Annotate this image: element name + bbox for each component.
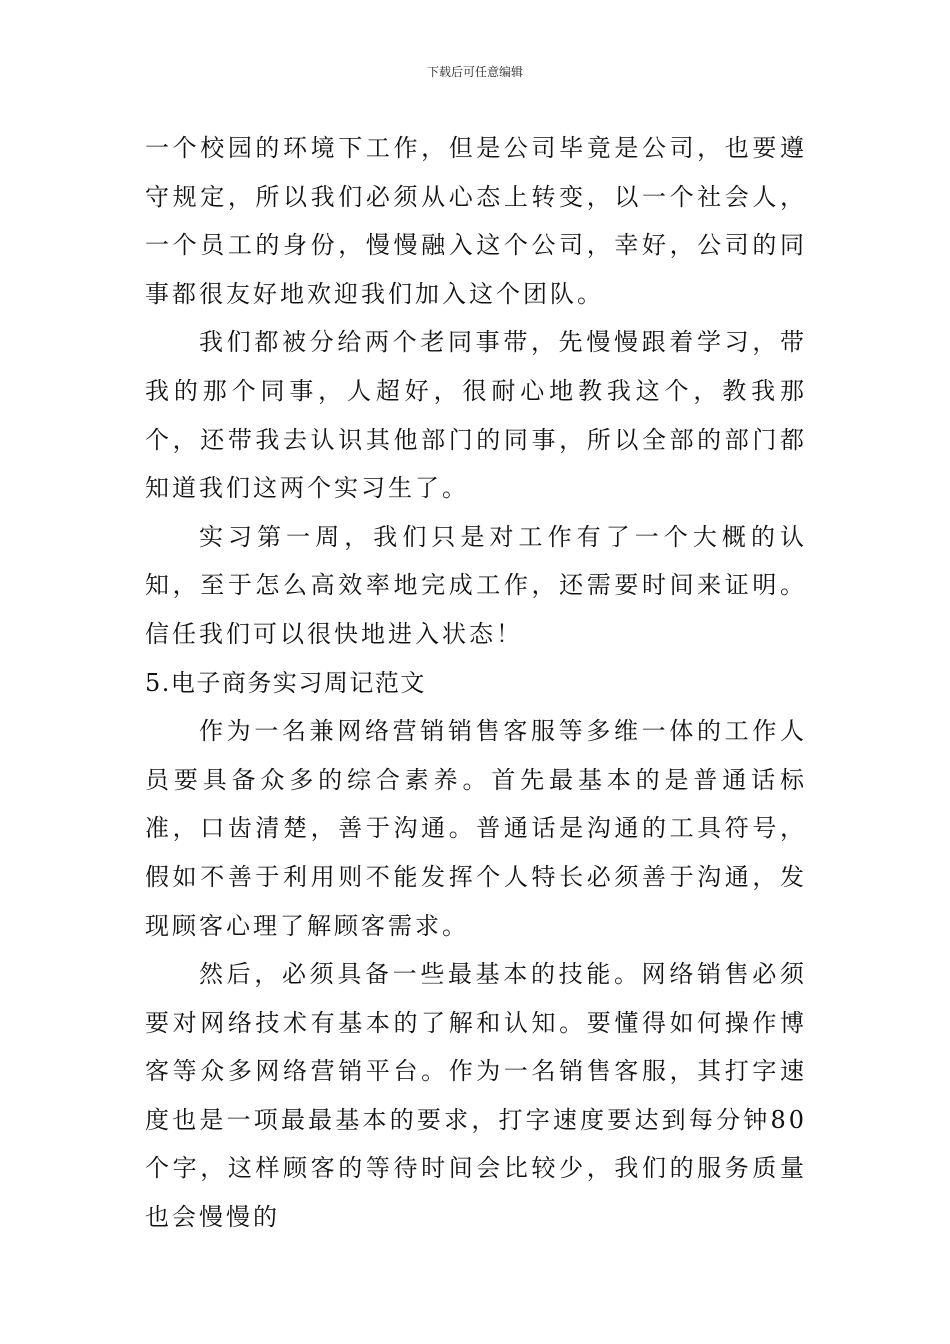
section-heading: 5.电子商务实习周记范文 <box>145 668 426 697</box>
paragraph-qualities: 作为一名兼网络营销销售客服等多维一体的工作人员要具备众多的综合素养。首先最基本的是普通话标准，口齿清楚，善于沟通。普通话是沟通的工具符号，假如不善于利用则不能发挥个人特长必须善于沟通，发现顾客心理了解顾客需求。 <box>145 717 807 940</box>
page-header: 下载后可任意编辑 <box>426 65 523 79</box>
paragraph-colleague: 我们都被分给两个老同事带，先慢慢跟着学习，带我的那个同事，人超好，很耐心地教我这个，教我那个，还带我去认识其他部门的同事，所以全部的部门都知道我们这两个实习生了。 <box>145 328 807 503</box>
paragraph-first-week: 实习第一周，我们只是对工作有了一个大概的认知，至于怎么高效率地完成工作，还需要时间来证明。信任我们可以很快地进入状态！ <box>145 522 807 648</box>
paragraph-skills: 然后，必须具备一些最基本的技能。网络销售必须要对网络技术有基本的了解和认知。要懂得如何操作博客等众多网络营销平台。作为一名销售客服，其打字速度也是一项最最基本的要求，打字速度要达到每分钟80个字，这样顾客的等待时间会比较少，我们的服务质量也会慢慢的 <box>145 960 807 1232</box>
paragraph-continuation: 一个校园的环境下工作，但是公司毕竟是公司，也要遵守规定，所以我们必须从心态上转变，以一个社会人，一个员工的身份，慢慢融入这个公司，幸好，公司的同事都很友好地欢迎我们加入这个团队。 <box>145 134 807 308</box>
document-body <box>145 124 807 1242</box>
